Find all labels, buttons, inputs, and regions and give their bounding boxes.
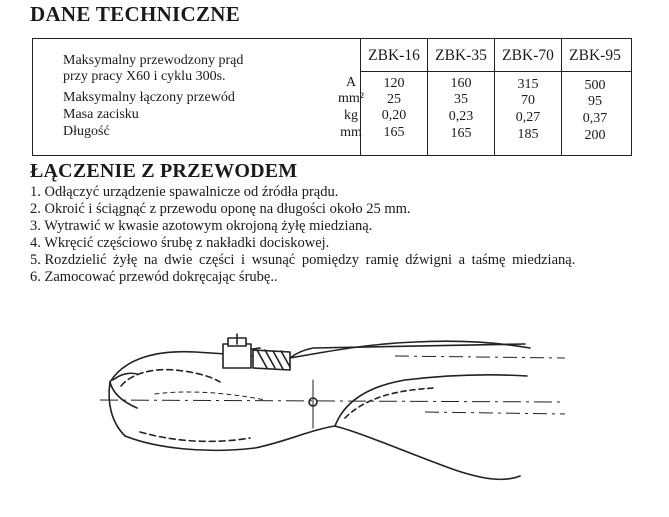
step-number: 3. [30,218,41,234]
list-item [30,269,640,286]
cell-length-zbk35: 165 [450,126,472,141]
col-header-zbk16: ZBK-16 [368,47,420,64]
cell-current-zbk70: 315 [517,77,539,92]
cell-mass-zbk16: 0,20 [381,108,407,123]
col-header-zbk35: ZBK-35 [435,47,487,64]
cell-length-zbk95: 200 [584,128,606,143]
step-text: Wytrawić w kwasie azotowym okrojoną żyłę miedzianą. [44,218,373,234]
step-text: Rozdzielić żyłę na dwie części i wsunąć pomiędzy ramię dźwigni a taśmę miedzianą. [44,252,576,268]
col-header-zbk70: ZBK-70 [502,47,554,64]
list-item [30,235,640,252]
list-item [30,218,640,235]
cell-cable-zbk16: 25 [387,92,401,107]
col-header-zbk95: ZBK-95 [569,47,621,64]
row-label-cable: Maksymalny łączony przewód [63,90,235,105]
list-item [30,201,640,218]
instruction-list [30,184,640,286]
step-text: Wkręcić częściowo śrubę z nakładki dociskowej. [44,235,330,251]
list-item [30,252,610,269]
row-label-mass: Masa zacisku [63,107,139,122]
step-text: Odłączyć urządzenie spawalnicze od źródła prądu. [44,184,339,200]
step-number: 2. [30,201,41,217]
cell-mass-zbk95: 0,37 [582,111,608,126]
cell-length-zbk16: 165 [383,125,405,140]
cell-cable-zbk70: 70 [521,93,535,108]
step-number: 5. [30,252,41,268]
cell-length-zbk70: 185 [517,127,539,142]
unit-current: A [345,75,357,90]
row-label-current-line2: przy pracy X60 i cyklu 300s. [63,69,226,84]
step-number: 4. [30,235,41,251]
step-text: Zamocować przewód dokręcając śrubę.. [44,269,278,285]
step-text: Okroić i ściągnąć z przewodu oponę na długości około 25 mm. [44,201,411,217]
spec-table [32,38,632,156]
step-number: 6. [30,269,41,285]
unit-cable: mm² [338,91,364,106]
clamp-technical-drawing [95,330,565,495]
cell-mass-zbk70: 0,27 [515,110,541,125]
cell-current-zbk95: 500 [584,78,606,93]
header-divider [360,71,632,72]
cell-current-zbk16: 120 [383,76,405,91]
cell-cable-zbk95: 95 [588,94,602,109]
unit-mass: kg [344,108,358,123]
heading-technical-data: DANE TECHNICZNE [30,2,241,26]
unit-length: mm [340,125,362,140]
row-label-length: Długość [63,124,110,139]
row-label-current-line1: Maksymalny przewodzony prąd [63,53,244,68]
cell-mass-zbk35: 0,23 [448,109,474,124]
step-number: 1. [30,184,41,200]
list-item [30,184,640,201]
heading-connection: ŁĄCZENIE Z PRZEWODEM [30,160,298,182]
cell-current-zbk35: 160 [450,76,472,91]
cell-cable-zbk35: 35 [454,92,468,107]
